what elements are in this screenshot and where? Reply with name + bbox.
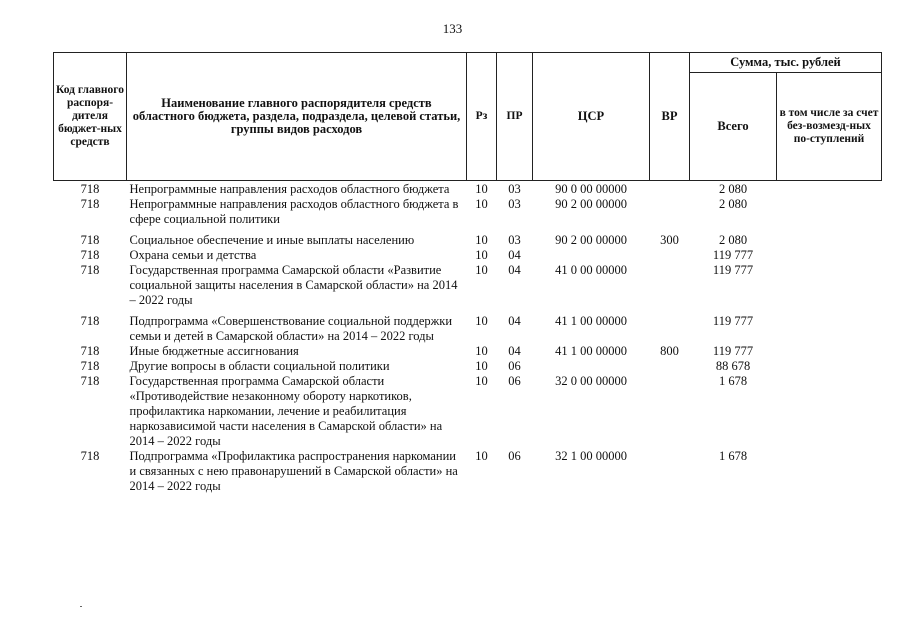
cell-vr (650, 263, 690, 314)
cell-csr: 90 0 00 00000 (555, 182, 627, 196)
cell-name: Другие вопросы в области социальной политики (129, 359, 390, 373)
cell-pr: 03 (508, 197, 521, 211)
cell-total: 119 777 (712, 263, 754, 277)
header-vr: ВР (650, 53, 690, 181)
cell-code: 718 (80, 233, 100, 247)
cell-grants (777, 359, 882, 374)
cell-rz: 10 (475, 449, 488, 463)
cell-pr: 04 (508, 248, 521, 262)
cell-pr: 04 (508, 263, 521, 277)
cell-code: 718 (80, 359, 100, 373)
cell-pr: 06 (508, 449, 521, 463)
cell-csr: 32 0 00 00000 (555, 374, 627, 388)
cell-grants (777, 374, 882, 449)
cell-grants (777, 181, 882, 198)
header-code: Код главного распоря-дителя бюджет-ных средств (54, 53, 127, 181)
cell-csr: 32 1 00 00000 (555, 449, 627, 463)
cell-grants (777, 248, 882, 263)
cell-total: 119 777 (712, 344, 754, 358)
cell-pr: 03 (508, 182, 521, 196)
cell-grants (777, 314, 882, 344)
cell-vr (650, 314, 690, 344)
cell-pr: 03 (508, 233, 521, 247)
cell-total: 1 678 (718, 374, 748, 388)
cell-grants (777, 263, 882, 314)
cell-csr: 41 1 00 00000 (555, 314, 627, 328)
table-row (54, 197, 882, 233)
cell-rz: 10 (475, 263, 488, 277)
cell-vr: 300 (660, 233, 679, 247)
cell-rz: 10 (475, 233, 488, 247)
page-number: 133 (442, 21, 463, 36)
cell-csr (533, 248, 650, 263)
cell-total: 88 678 (715, 359, 751, 373)
cell-code: 718 (80, 344, 100, 358)
cell-vr (650, 449, 690, 494)
cell-code: 718 (80, 314, 100, 328)
cell-code: 718 (80, 449, 100, 463)
cell-rz: 10 (475, 248, 488, 262)
cell-name: Государственная программа Самарской области «Развитие социальной защиты населения в Самарской области» на 2014 – 2022 годы (129, 263, 458, 307)
cell-name: Иные бюджетные ассигнования (129, 344, 299, 358)
budget-table (53, 52, 882, 494)
cell-code: 718 (80, 263, 100, 277)
cell-total: 119 777 (712, 314, 754, 328)
scan-speck (80, 606, 82, 607)
header-rz: Рз (467, 53, 497, 181)
table-row (54, 374, 882, 449)
cell-vr (650, 359, 690, 374)
cell-name: Охрана семьи и детства (129, 248, 257, 262)
cell-rz: 10 (475, 197, 488, 211)
cell-code: 718 (80, 197, 100, 211)
header-grants: в том числе за счет без-возмезд-ных по-ступлений (777, 73, 882, 181)
cell-csr: 41 1 00 00000 (555, 344, 627, 358)
cell-grants (777, 197, 882, 233)
cell-name: Государственная программа Самарской области «Противодействие незаконному обороту наркотиков, профилактика наркомании, лечение и реабилитация наркозависимой части населения в Самарской области» на 2014 – 2022 годы (129, 374, 443, 448)
cell-name: Социальное обеспечение и иные выплаты населению (129, 233, 415, 247)
cell-name: Подпрограмма «Профилактика распространения наркомании и связанных с нею правонарушений в Самарской области» на 2014 – 2022 годы (129, 449, 458, 493)
cell-grants (777, 449, 882, 494)
header-total: Всего (690, 73, 777, 181)
cell-csr (533, 359, 650, 374)
cell-pr: 04 (508, 314, 521, 328)
cell-rz: 10 (475, 344, 488, 358)
table-row (54, 248, 882, 263)
cell-vr (650, 374, 690, 449)
table-row (54, 449, 882, 494)
header-csr: ЦСР (533, 53, 650, 181)
cell-rz: 10 (475, 182, 488, 196)
cell-code: 718 (80, 182, 100, 196)
cell-vr (650, 197, 690, 233)
cell-grants (777, 233, 882, 248)
header-pr: ПР (497, 53, 533, 181)
cell-total: 119 777 (712, 248, 754, 262)
cell-code: 718 (80, 374, 100, 388)
table-row (54, 344, 882, 359)
cell-csr: 90 2 00 00000 (555, 197, 627, 211)
cell-pr: 06 (508, 374, 521, 388)
table-row (54, 359, 882, 374)
cell-vr (650, 248, 690, 263)
table-row (54, 181, 882, 198)
cell-grants (777, 344, 882, 359)
cell-total: 1 678 (718, 449, 748, 463)
cell-rz: 10 (475, 374, 488, 388)
table-header (54, 53, 882, 181)
table-row (54, 233, 882, 248)
table-row (54, 314, 882, 344)
cell-csr: 41 0 00 00000 (555, 263, 627, 277)
cell-total: 2 080 (718, 233, 748, 247)
header-sum-group: Сумма, тыс. рублей (690, 53, 882, 73)
cell-vr: 800 (660, 344, 679, 358)
cell-pr: 06 (508, 359, 521, 373)
cell-csr: 90 2 00 00000 (555, 233, 627, 247)
cell-rz: 10 (475, 314, 488, 328)
cell-code: 718 (80, 248, 100, 262)
header-name: Наименование главного распорядителя средств областного бюджета, раздела, подраздела, целевой статьи, группы видов расходов (127, 53, 467, 181)
cell-name: Непрограммные направления расходов областного бюджета в сфере социальной политики (129, 197, 459, 226)
cell-name: Подпрограмма «Совершенствование социальной поддержки семьи и детей в Самарской области» на 2014 – 2022 годы (129, 314, 453, 343)
table-body (54, 181, 882, 495)
cell-pr: 04 (508, 344, 521, 358)
cell-rz: 10 (475, 359, 488, 373)
cell-total: 2 080 (718, 197, 748, 211)
cell-total: 2 080 (718, 182, 748, 196)
cell-name: Непрограммные направления расходов областного бюджета (129, 182, 450, 196)
table-row (54, 263, 882, 314)
cell-vr (650, 181, 690, 198)
